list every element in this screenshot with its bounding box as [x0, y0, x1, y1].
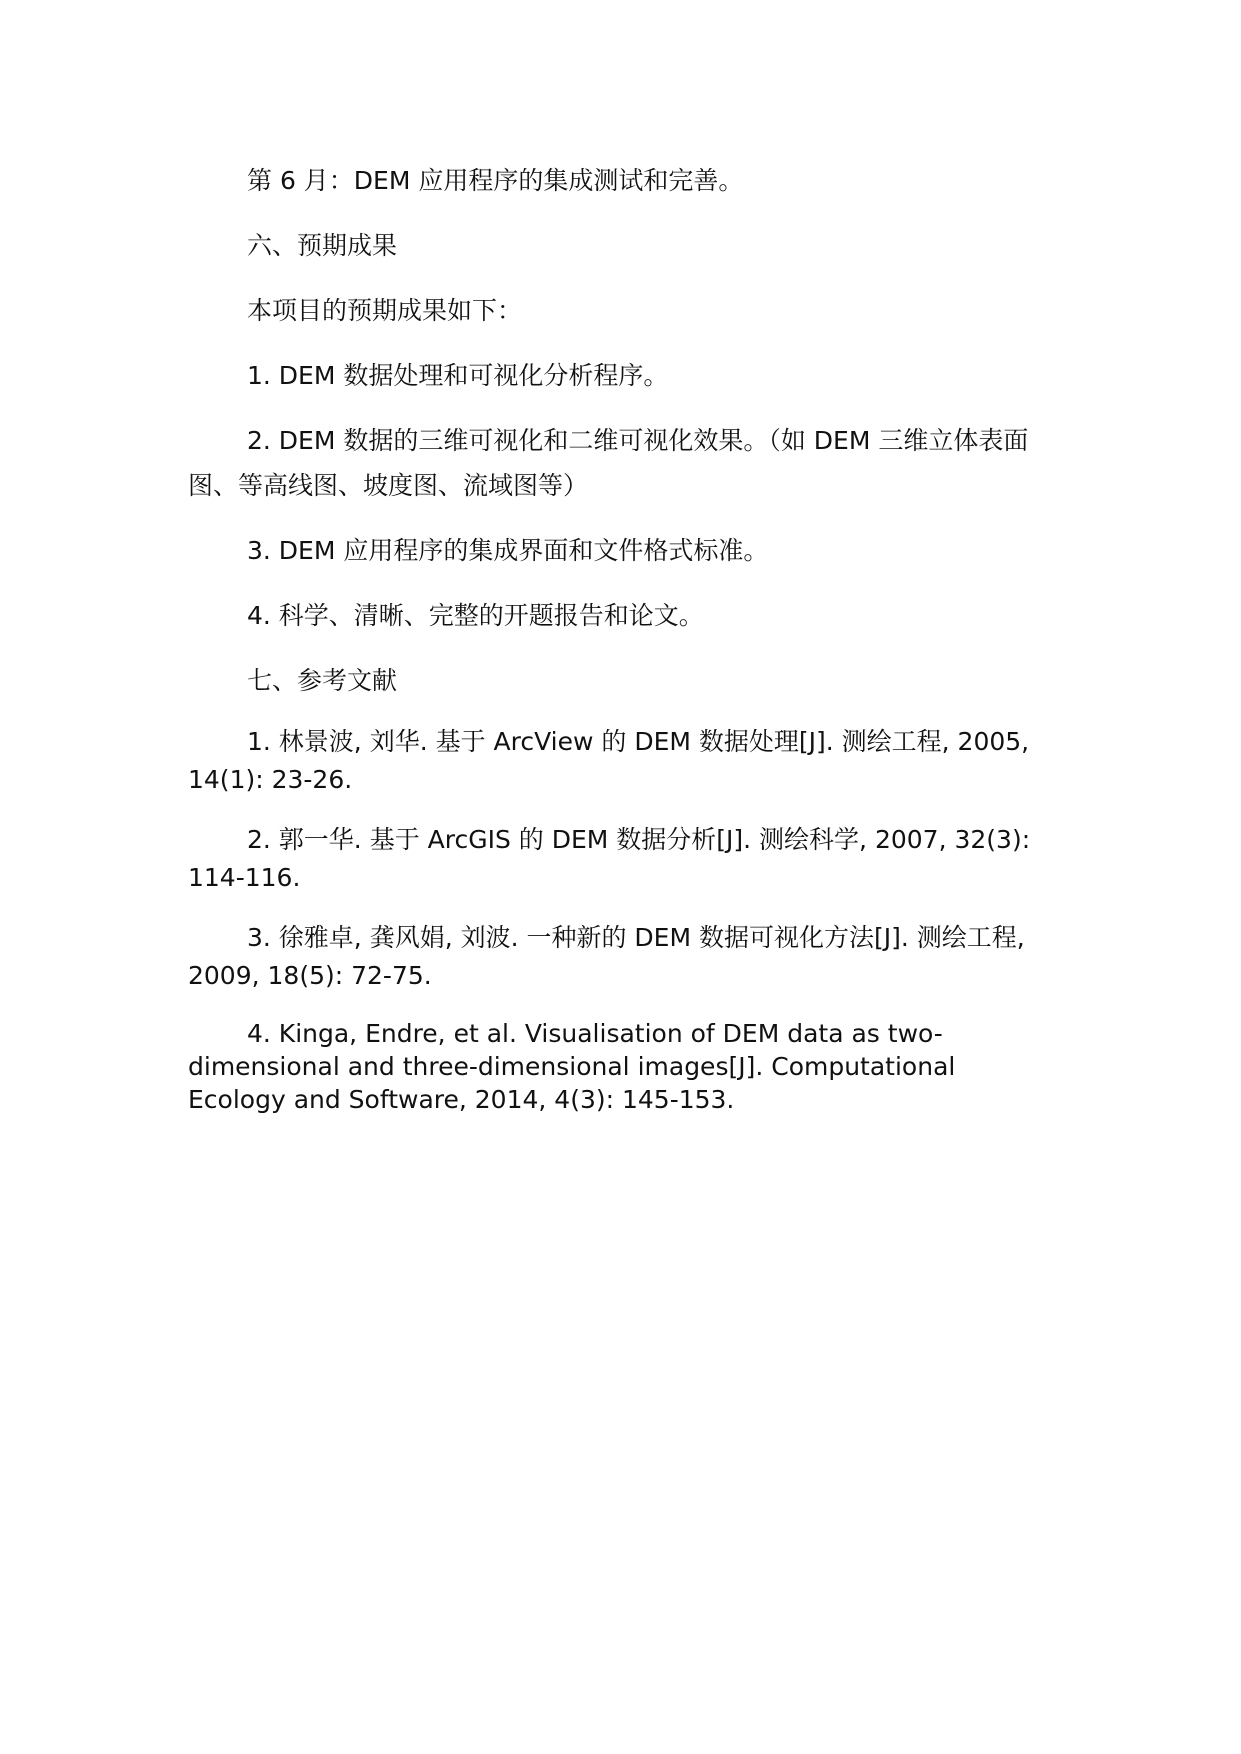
section-heading-references: 七、参考文献 [247, 666, 398, 695]
paragraph-intro: 本项目的预期成果如下： [247, 296, 523, 325]
list-item-3: 3. DEM 应用程序的集成界面和文件格式标准。 [247, 536, 769, 565]
reference-4: 4. Kinga, Endre, et al. Visualisation of DEM data as two-dimensional and three-dimensional images[J]. Computational Ecology and Software, 2014, 4(3): 145-153. [188, 1019, 956, 1114]
section-heading-expected-results: 六、预期成果 [247, 231, 398, 260]
list-item-1: 1. DEM 数据处理和可视化分析程序。 [247, 361, 669, 390]
paragraph-month6: 第 6 月：DEM 应用程序的集成测试和完善。 [247, 166, 744, 195]
reference-3: 3. 徐雅卓, 龚风娟, 刘波. 一种新的 DEM 数据可视化方法[J]. 测绘工程, 2009, 18(5): 72-75. [188, 923, 1025, 990]
document-body [188, 158, 1058, 1138]
reference-1: 1. 林景波, 刘华. 基于 ArcView 的 DEM 数据处理[J]. 测绘工程, 2005, 14(1): 23-26. [188, 727, 1030, 794]
list-item-2: 2. DEM 数据的三维可视化和二维可视化效果。（如 DEM 三维立体表面图、等高线图、坡度图、流域图等） [188, 426, 1029, 500]
reference-2: 2. 郭一华. 基于 ArcGIS 的 DEM 数据分析[J]. 测绘科学, 2007, 32(3): 114-116. [188, 825, 1031, 892]
list-item-4: 4. 科学、清晰、完整的开题报告和论文。 [247, 601, 704, 630]
